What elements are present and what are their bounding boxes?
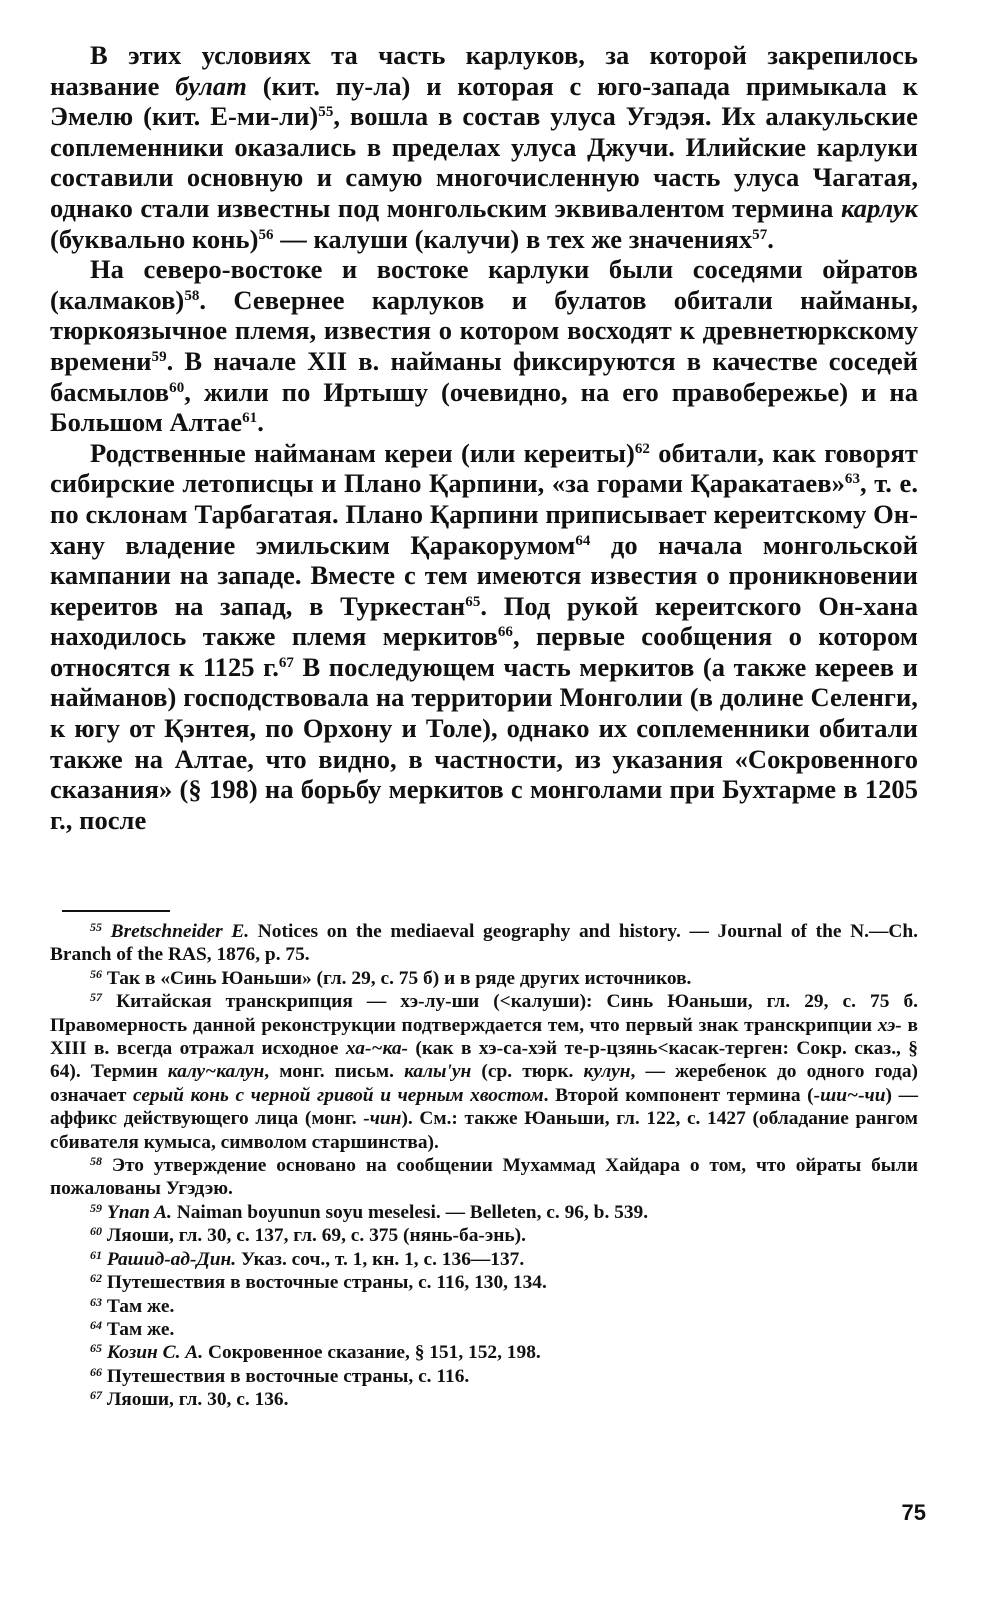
- italic-term: серый конь с черной гривой и черным хвостом: [132, 1084, 544, 1106]
- paragraph-2: [50, 254, 918, 438]
- footnote-author: Ynan A.: [106, 1201, 172, 1223]
- footnote-67: [50, 1388, 918, 1411]
- footnote-text: в XIII в. всегда отражал исходное: [50, 1014, 918, 1060]
- paragraph-3: [50, 438, 918, 836]
- italic-term: хэ-: [877, 1014, 902, 1036]
- footnote-author: Рашид-ад-Дин.: [106, 1248, 237, 1270]
- footnote-number: 66: [90, 1364, 102, 1379]
- text-run: Родственные найманам кереи (или кереиты): [90, 437, 635, 468]
- footnotes: [50, 920, 918, 1412]
- footnote-number: 67: [90, 1388, 102, 1403]
- footnote-author: Bretschneider E.: [110, 921, 250, 942]
- footnote-61: [50, 1248, 918, 1271]
- footnote-66: [50, 1365, 918, 1388]
- footnote-64: [50, 1318, 918, 1341]
- footnote-ref: 65: [465, 593, 481, 610]
- footnote-number: 55: [90, 920, 102, 934]
- footnote-number: 63: [90, 1294, 102, 1309]
- footnote-text: ) — аффикс действующего лица (монг.: [50, 1084, 918, 1130]
- footnote-text: , — жеребенок до одного года) означает: [50, 1061, 918, 1106]
- footnote-ref: 60: [169, 379, 185, 396]
- footnote-text: Naiman boyunun soyu meselesi. — Belleten, с. 96, b. 539.: [171, 1201, 649, 1223]
- italic-term: ха-~ка-: [345, 1038, 408, 1060]
- footnote-text: Ляоши, гл. 30, с. 137, гл. 69, с. 375 (нянь-ба-энь).: [106, 1225, 526, 1247]
- footnote-57: [50, 990, 918, 1154]
- text-run: . Севернее карлуков и булатов обитали найманы, тюркоязычное племя, известия о котором восходят к древнетюркскому времени: [50, 284, 918, 376]
- footnote-text: Там же.: [106, 1295, 175, 1317]
- text-run: В этих условиях та часть карлуков, за которой закрепилось название: [50, 40, 918, 101]
- text-run: . Под рукой кереитского Он-хана находилось также племя меркитов: [50, 590, 919, 652]
- footnote-text: Сокровенное сказание, § 151, 152, 198.: [203, 1342, 541, 1364]
- text-run: В последующем часть меркитов (а также кереев и найманов) господствовала на территории Монголии (в долине Селенги, к югу от Қэнтея, по Орхону и Толе), однако их соплеменники обитали также на Алтае, что видно, в частности, из указания «Сокровенного сказания» (§ 198) на борьбу меркитов с монголами при Бухтарме в 1205 г., после: [50, 651, 918, 835]
- footnote-text: Указ. соч., т. 1, кн. 1, с. 136—137.: [236, 1248, 525, 1270]
- text-run: — калуши (калучи) в тех же значениях: [273, 223, 753, 254]
- footnote-number: 65: [90, 1341, 102, 1356]
- footnote-number: 61: [90, 1247, 102, 1262]
- footnote-text: . Второй компонент термина (: [543, 1084, 814, 1106]
- footnote-59: [50, 1201, 918, 1224]
- footnote-63: [50, 1295, 918, 1318]
- footnote-number: 62: [90, 1271, 102, 1286]
- footnote-ref: 58: [184, 287, 200, 304]
- footnote-62: [50, 1271, 918, 1294]
- footnote-ref: 62: [634, 440, 650, 457]
- text-run: На северо-востоке и востоке карлуки были соседями ойратов (калмаков): [50, 254, 918, 315]
- italic-term: калу~калун: [167, 1061, 265, 1083]
- text-run: , первые сообщения о котором относятся к 1125 г.: [50, 621, 918, 682]
- footnote-text: Там же.: [106, 1318, 175, 1340]
- text-run: . В начале XII в. найманы фиксируются в качестве соседей басмылов: [50, 345, 918, 407]
- text-run: обитали, как говорят сибирские летописцы и Плано Қарпини, «за горами Қаракатаев»: [50, 437, 918, 499]
- text-run: (буквально конь): [50, 223, 259, 254]
- footnote-56: [50, 967, 918, 990]
- footnote-58: [50, 1154, 918, 1201]
- footnote-text: Путешествия в восточные страны, с. 116.: [106, 1365, 470, 1387]
- footnote-ref: 56: [258, 226, 274, 243]
- footnote-text: Это утверждение основано на сообщении Мухаммад Хайдара о том, что ойраты были пожалованы Угэдэю.: [50, 1155, 918, 1200]
- footnote-text: (как в хэ-са-хэй те-р-цзянь<касак-терген: Сокр. сказ., § 64). Термин: [50, 1038, 918, 1083]
- italic-term: булат: [175, 70, 247, 101]
- footnote-text: Путешествия в восточные страны, с. 116, 130, 134.: [106, 1272, 547, 1294]
- italic-term: калы'ун: [404, 1061, 472, 1083]
- footnote-ref: 64: [575, 532, 591, 549]
- text-run: (кит. пу-ла) и которая с юго-запада примыкала к Эмелю (кит. Е-ми-ли): [50, 70, 918, 132]
- text-run: .: [257, 407, 264, 438]
- footnote-ref: 55: [318, 104, 334, 121]
- footnote-text: Notices on the mediaeval geography and history. — Journal of the N.—Ch. Branch of the RAS, 1876, p. 75.: [50, 921, 918, 966]
- footnote-text: ). См.: также Юаньши, гл. 122, с. 1427 (обладание рангом сбивателя кумыса, символом старшинства).: [50, 1108, 918, 1153]
- footnote-55: [50, 920, 918, 967]
- footnote-ref: 66: [497, 624, 513, 641]
- italic-term: карлук: [840, 192, 918, 223]
- footnote-number: 64: [90, 1317, 102, 1332]
- footnote-text: Так в «Синь Юаньши» (гл. 29, с. 75 б) и в ряде других источников.: [106, 967, 692, 989]
- italic-term: -ши~-чи: [813, 1084, 886, 1106]
- footnote-ref: 61: [242, 410, 258, 427]
- italic-term: кулун: [583, 1061, 631, 1083]
- text-run: , вошла в состав улуса Угэдэя. Их алакульские соплеменники оказались в пределах улуса Джучи. Илийские карлуки составили основную и самую многочисленную часть улуса Чагатая, однако стали известны под монгольским эквивалентом термина: [50, 101, 918, 223]
- footnote-text: , монг. письм.: [264, 1061, 405, 1083]
- footnote-number: 60: [90, 1224, 102, 1239]
- italic-term: -чин: [363, 1108, 402, 1130]
- footnote-number: 59: [90, 1200, 102, 1215]
- text-run: , жили по Иртышу (очевидно, на его правобережье) и на Большом Алтае: [50, 376, 918, 438]
- footnote-ref: 57: [752, 226, 768, 243]
- text-run: .: [767, 223, 774, 254]
- paragraph-1: [50, 40, 918, 254]
- page-number: 75: [901, 1500, 926, 1525]
- footnote-number: 58: [90, 1154, 102, 1169]
- main-text: [50, 40, 918, 835]
- footnote-number: 57: [90, 990, 102, 1005]
- footnote-text: Ляоши, гл. 30, с. 136.: [106, 1389, 289, 1411]
- footnote-author: Козин С. А.: [106, 1342, 204, 1364]
- footnote-text: (ср. тюрк.: [471, 1061, 584, 1083]
- footnote-ref: 59: [151, 348, 167, 365]
- footnote-text: Китайская транскрипция — хэ-лу-ши (<калуши): Синь Юаньши, гл. 29, с. 75 б. Правомерность данной реконструкции подтверждается тем, что первый знак транскрипции: [50, 991, 918, 1036]
- footnote-60: [50, 1224, 918, 1247]
- text-run: , т. е. по склонам Тарбагатая. Плано Қарпини приписывает кереитскому Он-хану владение эмильским Қаракорумом: [50, 468, 919, 560]
- footnote-ref: 67: [278, 654, 294, 671]
- footnote-divider: [62, 910, 170, 912]
- footnote-ref: 63: [844, 471, 860, 488]
- text-run: до начала монгольской кампании на западе. Вместе с тем имеются известия о проникновении кереитов на запад, в Туркестан: [50, 529, 918, 621]
- footnote-65: [50, 1341, 918, 1364]
- footnote-number: 56: [90, 966, 102, 981]
